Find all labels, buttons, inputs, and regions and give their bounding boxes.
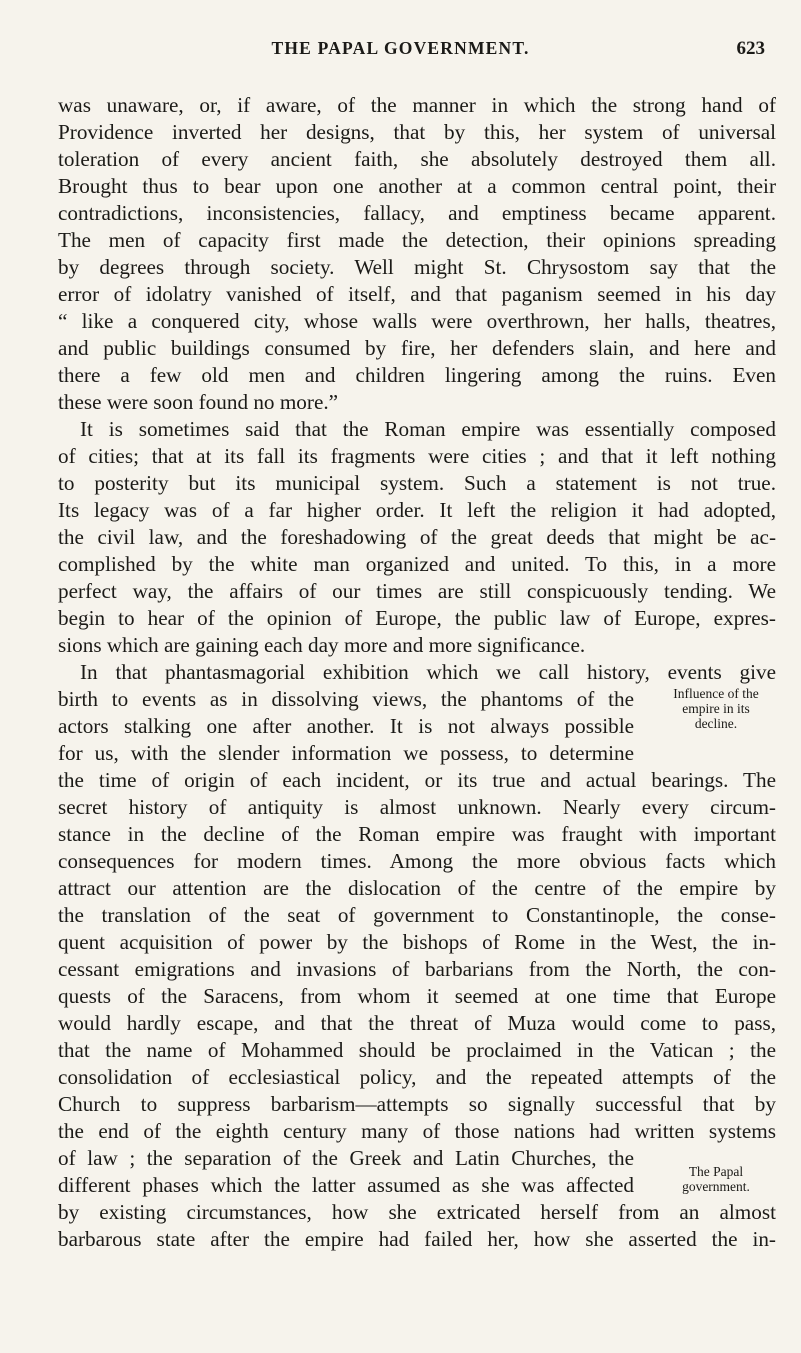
text-line: barbarous state after the empire had failed her, how she asserted the in- <box>58 1227 776 1251</box>
text-line: stance in the decline of the Roman empire was fraught with important <box>58 822 776 846</box>
text-line: consequences for modern times. Among the more obvious facts which <box>58 849 776 873</box>
sidenote-line: decline. <box>694 716 738 731</box>
text-line: secret history of antiquity is almost unknown. Nearly every circum- <box>58 795 776 819</box>
text-line: Brought thus to bear upon one another at a common central point, their <box>58 174 776 198</box>
sidenote-influence <box>652 686 780 731</box>
text-line: Providence inverted her designs, that by this, her system of universal <box>58 120 776 144</box>
text-line: contradictions, inconsistencies, fallacy, and emptiness became apparent. <box>58 201 776 225</box>
text-line: was unaware, or, if aware, of the manner in which the strong hand of <box>58 93 776 117</box>
text-line: “ like a conquered city, whose walls were overthrown, her halls, theatres, <box>58 309 776 333</box>
text-line: of law ; the separation of the Greek and Latin Churches, the <box>58 1146 634 1170</box>
text-line: consolidation of ecclesiastical policy, and the repeated attempts of the <box>58 1065 776 1089</box>
sidenote-line: Influence of the <box>673 686 759 701</box>
text-line: sions which are gaining each day more and more significance. <box>58 633 586 657</box>
sidenote-line: government. <box>682 1179 750 1194</box>
text-line: In that phantasmagorial exhibition which we call history, events give <box>80 660 776 684</box>
sidenote-line: empire in its <box>682 701 750 716</box>
page-number: 623 <box>736 38 765 59</box>
text-line: perfect way, the affairs of our times are still conspicuously tending. We <box>58 579 776 603</box>
text-line: would hardly escape, and that the threat of Muza would come to pass, <box>58 1011 776 1035</box>
text-line: the end of the eighth century many of those nations had written systems <box>58 1119 776 1143</box>
running-title: THE PAPAL GOVERNMENT. <box>271 38 530 58</box>
text-line: attract our attention are the dislocation of the centre of the empire by <box>58 876 776 900</box>
text-line: there a few old men and children lingering among the ruins. Even <box>58 363 776 387</box>
text-line: by degrees through society. Well might St. Chrysostom say that the <box>58 255 776 279</box>
text-line: actors stalking one after another. It is not always possible <box>58 714 634 738</box>
text-line: Its legacy was of a far higher order. It left the religion it had adopted, <box>58 498 776 522</box>
text-line: quent acquisition of power by the bishops of Rome in the West, the in- <box>58 930 776 954</box>
text-line: The men of capacity first made the detection, their opinions spreading <box>58 228 776 252</box>
text-line: toleration of every ancient faith, she absolutely destroyed them all. <box>58 147 776 171</box>
text-line: that the name of Mohammed should be proclaimed in the Vatican ; the <box>58 1038 776 1062</box>
text-line: for us, with the slender information we possess, to determine <box>58 741 634 765</box>
text-line: birth to events as in dissolving views, the phantoms of the <box>58 687 634 711</box>
text-line: and public buildings consumed by fire, her defenders slain, and here and <box>58 336 776 360</box>
sidenote-line: The Papal <box>688 1164 744 1179</box>
text-line: error of idolatry vanished of itself, and that paganism seemed in his day <box>58 282 776 306</box>
text-line: the translation of the seat of government to Constantinople, the conse- <box>58 903 776 927</box>
text-line: these were soon found no more.” <box>58 390 339 414</box>
text-line: the time of origin of each incident, or its true and actual bearings. The <box>58 768 776 792</box>
text-line: cessant emigrations and invasions of barbarians from the North, the con- <box>58 957 776 981</box>
text-line: Church to suppress barbarism—attempts so signally successful that by <box>58 1092 776 1116</box>
text-line: quests of the Saracens, from whom it seemed at one time that Europe <box>58 984 776 1008</box>
running-header <box>0 38 801 64</box>
text-line: of cities; that at its fall its fragments were cities ; and that it left nothing <box>58 444 776 468</box>
text-line: begin to hear of the opinion of Europe, the public law of Europe, expres- <box>58 606 776 630</box>
sidenote-papal-government <box>652 1164 780 1194</box>
body-text <box>58 92 776 1253</box>
text-line: by existing circumstances, how she extricated herself from an almost <box>58 1200 776 1224</box>
text-line: to posterity but its municipal system. Such a statement is not true. <box>58 471 776 495</box>
text-line: different phases which the latter assumed as she was affected <box>58 1173 634 1197</box>
text-line: It is sometimes said that the Roman empire was essentially composed <box>80 417 776 441</box>
text-line: the civil law, and the foreshadowing of the great deeds that might be ac- <box>58 525 776 549</box>
text-line: complished by the white man organized and united. To this, in a more <box>58 552 776 576</box>
